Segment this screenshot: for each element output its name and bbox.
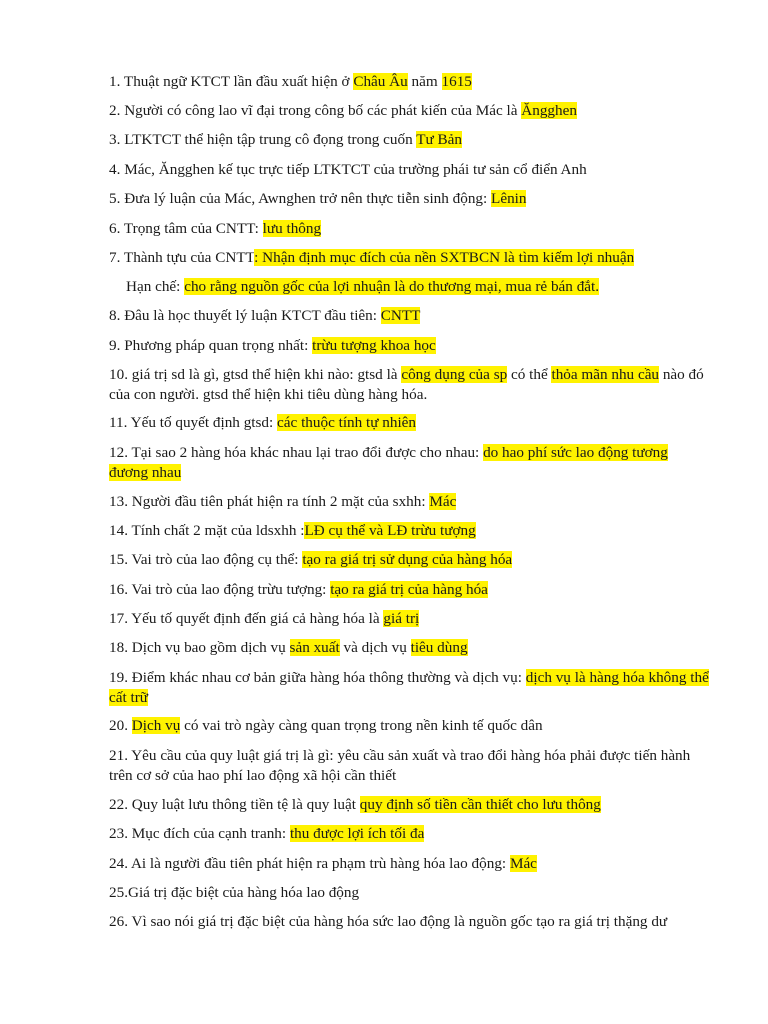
question-item <box>109 413 709 433</box>
highlighted-answer: công dụng của sp <box>401 366 508 383</box>
question-text: năm <box>407 73 442 90</box>
question-text: 25.Giá trị đặc biệt của hàng hóa lao động <box>109 884 360 901</box>
question-text: 3. LTKTCT thể hiện tập trung cô đọng trong cuốn <box>109 131 417 148</box>
question-text: 18. Dịch vụ bao gồm dịch vụ <box>109 639 290 656</box>
highlighted-answer: trừu tượng khoa học <box>312 337 436 354</box>
question-text: 1. Thuật ngữ KTCT lần đầu xuất hiện ở <box>109 73 354 90</box>
question-item <box>109 716 709 736</box>
question-text: 7. Thành tựu của CNTT <box>109 249 255 266</box>
highlighted-answer: thu được lợi ích tối đa <box>289 825 425 842</box>
question-text: 26. Vì sao nói giá trị đặc biệt của hàng hóa sức lao động là nguồn gốc tạo ra giá trị thặng dư <box>109 913 668 930</box>
question-text: 12. Tại sao 2 hàng hóa khác nhau lại trao đổi được cho nhau: <box>109 444 484 461</box>
question-text: 20. <box>109 717 132 734</box>
highlighted-answer: Ăngghen <box>521 102 577 119</box>
highlighted-answer: CNTT <box>380 307 421 324</box>
question-item <box>109 638 709 658</box>
highlighted-answer: tạo ra giá trị của hàng hóa <box>330 581 488 598</box>
question-text: 17. Yếu tố quyết định đến giá cả hàng hóa là <box>109 610 384 627</box>
question-item <box>109 550 709 570</box>
question-item <box>109 883 709 903</box>
question-item <box>109 219 709 239</box>
question-text: 14. Tính chất 2 mặt của ldsxhh : <box>109 522 305 539</box>
question-text: 16. Vai trò của lao động trừu tượng: <box>109 581 331 598</box>
highlighted-answer: Mác <box>429 493 457 510</box>
highlighted-answer: do hao phí sức lao động tương đương nhau <box>109 444 668 481</box>
question-text: Hạn chế: <box>126 278 185 295</box>
highlighted-answer: giá trị <box>383 610 420 627</box>
question-text: 4. Mác, Ăngghen kế tục trực tiếp LTKTCT của trường phái tư sản cổ điển Anh <box>109 161 587 178</box>
highlighted-answer: Châu Âu <box>353 73 408 90</box>
highlighted-answer: các thuộc tính tự nhiên <box>277 414 417 431</box>
question-text: 2. Người có công lao vĩ đại trong công bố các phát kiến của Mác là <box>109 102 522 119</box>
question-text: 6. Trọng tâm của CNTT: <box>109 220 263 237</box>
question-item <box>109 443 709 482</box>
highlighted-answer: cho rằng nguồn gốc của lợi nhuận là do thương mại, mua rẻ bán đắt. <box>184 278 600 295</box>
question-text: 11. Yếu tố quyết định gtsd: <box>109 414 278 431</box>
question-item <box>109 336 709 356</box>
question-text: 5. Đưa lý luận của Mác, Awnghen trở nên thực tiễn sinh động: <box>109 190 492 207</box>
highlighted-answer: LĐ cụ thể và LĐ trừu tượng <box>304 522 476 539</box>
question-item <box>109 609 709 629</box>
question-text: 13. Người đầu tiên phát hiện ra tính 2 mặt của sxhh: <box>109 493 430 510</box>
question-item <box>109 248 709 268</box>
question-item <box>109 795 709 815</box>
question-item <box>109 521 709 541</box>
question-item <box>109 189 709 209</box>
question-text: 21. Yêu cầu của quy luật giá trị là gì: yêu cầu sản xuất và trao đổi hàng hóa phải được tiến hành trên cơ sở của hao phí lao động xã hội cần thiết <box>109 747 691 784</box>
question-item <box>109 580 709 600</box>
highlighted-answer: sản xuất <box>289 639 340 656</box>
highlighted-answer: tạo ra giá trị sử dụng của hàng hóa <box>302 551 513 568</box>
highlighted-answer: Dịch vụ <box>131 717 181 734</box>
question-item <box>109 72 709 92</box>
question-text: 8. Đâu là học thuyết lý luận KTCT đầu tiên: <box>109 307 381 324</box>
question-item <box>109 854 709 874</box>
highlighted-answer: : Nhận định mục đích của nền SXTBCN là tìm kiếm lợi nhuận <box>254 249 635 266</box>
highlighted-answer: dịch vụ là hàng hóa không thể cất trữ <box>109 669 709 706</box>
question-item-continuation <box>126 277 726 297</box>
highlighted-answer: quy định số tiền cần thiết cho lưu thông <box>359 796 601 813</box>
question-item <box>109 101 709 121</box>
question-item <box>109 306 709 326</box>
highlighted-answer: 1615 <box>441 73 472 90</box>
question-item <box>109 130 709 150</box>
question-text: có thể <box>507 366 552 383</box>
question-text: và dịch vụ <box>339 639 411 656</box>
highlighted-answer: thỏa mãn nhu cầu <box>551 366 660 383</box>
question-item <box>109 668 709 707</box>
question-text: 23. Mục đích của cạnh tranh: <box>109 825 290 842</box>
question-text: 15. Vai trò của lao động cụ thể: <box>109 551 303 568</box>
question-text: 22. Quy luật lưu thông tiền tệ là quy luật <box>109 796 360 813</box>
question-item <box>109 746 709 785</box>
question-item <box>109 912 709 932</box>
highlighted-answer: Lênin <box>491 190 527 207</box>
question-item <box>109 160 709 180</box>
highlighted-answer: lưu thông <box>262 220 322 237</box>
question-text: 19. Điểm khác nhau cơ bản giữa hàng hóa thông thường và dịch vụ: <box>109 669 526 686</box>
question-text: 24. Ai là người đầu tiên phát hiện ra phạm trù hàng hóa lao động: <box>109 855 510 872</box>
question-text: có vai trò ngày càng quan trọng trong nền kinh tế quốc dân <box>180 717 543 734</box>
question-text: nào đó của con người. gtsd thể hiện khi tiêu dùng hàng hóa. <box>109 366 704 403</box>
question-text: 10. giá trị sd là gì, gtsd thể hiện khi nào: gtsd là <box>109 366 402 383</box>
question-text: 9. Phương pháp quan trọng nhất: <box>109 337 313 354</box>
highlighted-answer: tiêu dùng <box>410 639 468 656</box>
question-item <box>109 365 709 404</box>
highlighted-answer: Mác <box>509 855 537 872</box>
question-item <box>109 824 709 844</box>
question-item <box>109 492 709 512</box>
highlighted-answer: Tư Bản <box>416 131 463 148</box>
